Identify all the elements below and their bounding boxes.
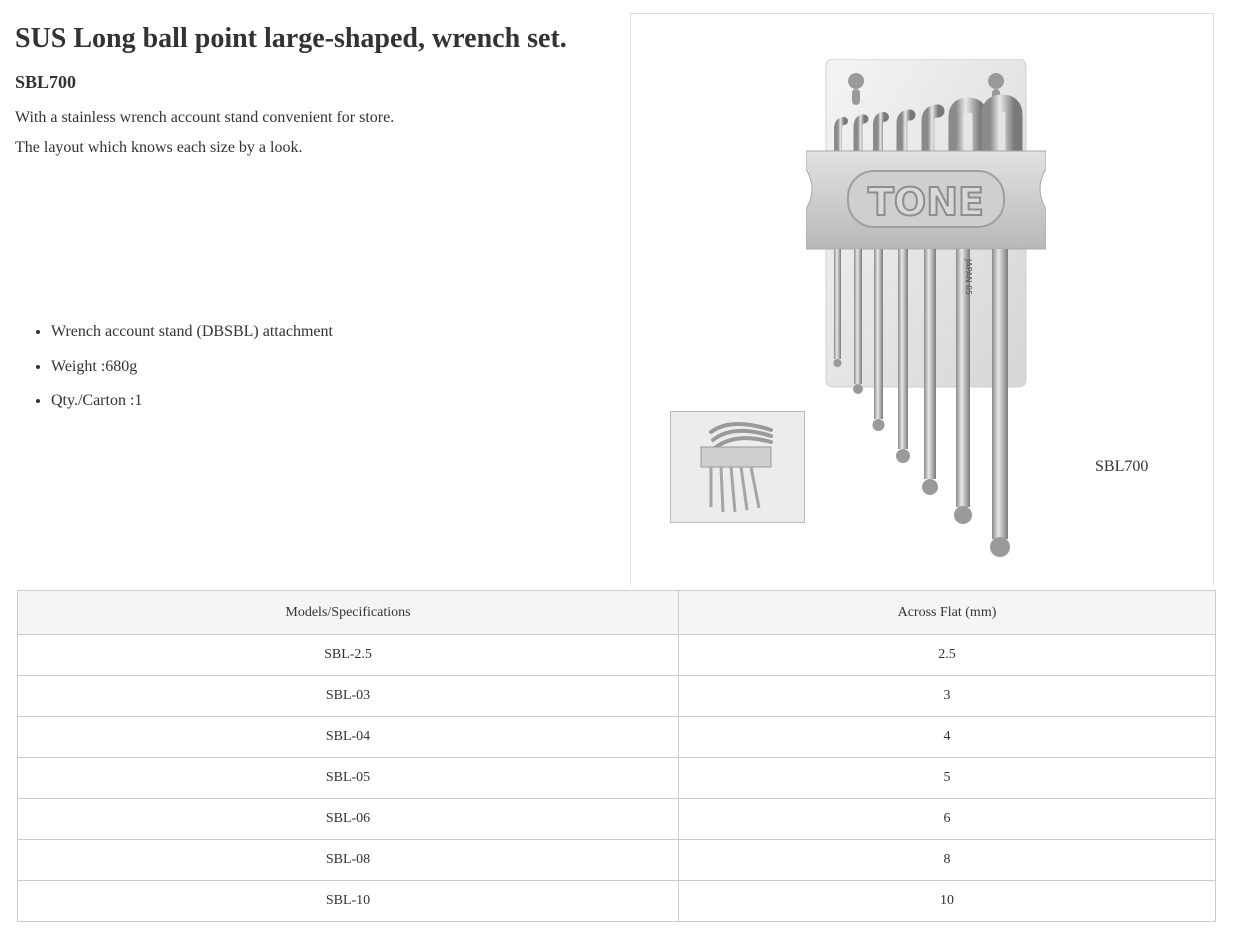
cell-model: SBL-03 (18, 676, 679, 717)
column-header-model: Models/Specifications (18, 591, 679, 635)
feature-list (15, 322, 333, 426)
cell-model: SBL-2.5 (18, 635, 679, 676)
cell-across-flat: 8 (679, 840, 1216, 881)
product-description (15, 103, 615, 163)
table-row (18, 840, 1216, 881)
table-row (18, 676, 1216, 717)
cell-model: SBL-04 (18, 717, 679, 758)
column-header-across-flat: Across Flat (mm) (679, 591, 1216, 635)
table-header-row (18, 591, 1216, 635)
feature-item: • Weight :680g (51, 357, 333, 377)
product-info (15, 20, 615, 163)
image-caption: SBL700 (1095, 458, 1149, 475)
specification-table (17, 590, 1216, 922)
table-row (18, 758, 1216, 799)
table-row (18, 635, 1216, 676)
description-line: The layout which knows each size by a look. (15, 139, 303, 156)
table-row (18, 881, 1216, 922)
product-thumbnail[interactable] (670, 411, 805, 523)
cell-across-flat: 4 (679, 717, 1216, 758)
feature-item: • Qty./Carton :1 (51, 391, 333, 411)
cell-model: SBL-10 (18, 881, 679, 922)
product-image-panel (630, 13, 1214, 585)
table-row (18, 717, 1216, 758)
cell-model: SBL-06 (18, 799, 679, 840)
cell-across-flat: 6 (679, 799, 1216, 840)
stamp-text: JAPAN 05 (964, 259, 973, 296)
table-row (18, 799, 1216, 840)
cell-across-flat: 3 (679, 676, 1216, 717)
brand-logo-text: TONE (868, 180, 984, 224)
description-line: With a stainless wrench account stand convenient for store. (15, 109, 395, 126)
cell-model: SBL-05 (18, 758, 679, 799)
product-model: SBL700 (15, 72, 77, 92)
feature-item: • Wrench account stand (DBSBL) attachment (51, 322, 333, 342)
cell-model: SBL-08 (18, 840, 679, 881)
product-title: SUS Long ball point large-shaped, wrench set. (15, 23, 567, 54)
cell-across-flat: 10 (679, 881, 1216, 922)
cell-across-flat: 5 (679, 758, 1216, 799)
product-main-image[interactable] (806, 59, 1046, 579)
cell-across-flat: 2.5 (679, 635, 1216, 676)
